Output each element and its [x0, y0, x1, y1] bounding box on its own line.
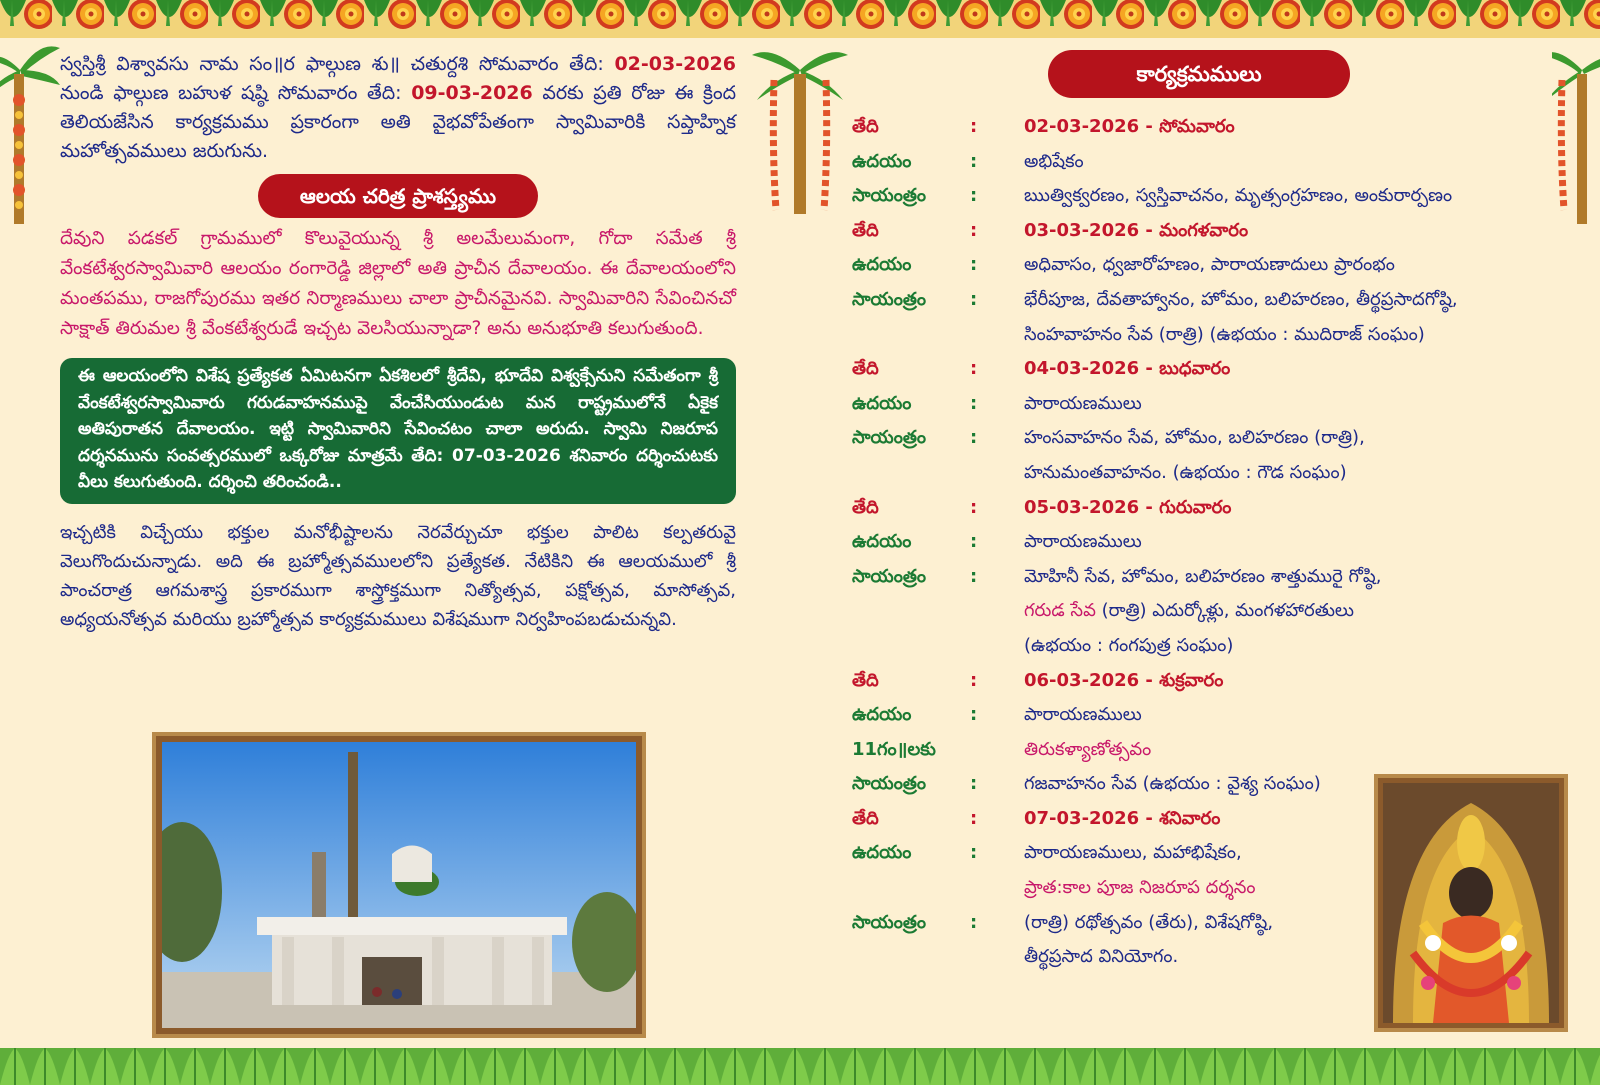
schedule-row — [852, 318, 1552, 353]
palm-garland-center-icon — [752, 40, 848, 240]
schedule-row — [852, 560, 1552, 595]
schedule-row — [852, 352, 1552, 387]
schedule-value: 05-03-2026 - గురువారం — [1024, 496, 1232, 518]
schedule-row — [852, 387, 1552, 422]
schedule-heading: కార్యక్రమములు — [1048, 50, 1350, 98]
schedule-colon: : — [970, 219, 978, 241]
schedule-row — [852, 664, 1552, 699]
schedule-highlight: గరుడ సేవ — [1024, 600, 1096, 622]
schedule-value: ప్రాత:కాల పూజ నిజరూప దర్శనం — [1024, 877, 1256, 899]
schedule-label: తేది — [852, 219, 879, 241]
marigold-garland-icon — [0, 0, 1600, 38]
schedule-row — [852, 525, 1552, 560]
schedule-row — [852, 733, 1552, 768]
schedule-label: తేది — [852, 116, 879, 137]
schedule-label: ఉదయం — [852, 531, 912, 553]
schedule-value: (రాత్రి) రథోత్సవం (తేరు), విశేషగోష్ఠి, — [1024, 911, 1274, 933]
schedule-label: ఉదయం — [852, 704, 912, 726]
top-garland-border — [0, 0, 1600, 38]
schedule-value: హంసవాహనం సేవ, హోమం, బలిహరణం (రాత్రి), — [1024, 427, 1365, 449]
schedule-colon: : — [970, 185, 978, 207]
leaf-border-icon — [0, 1048, 1600, 1085]
temple-photo-icon — [162, 742, 636, 1028]
schedule-value: పారాయణములు — [1024, 704, 1142, 726]
schedule-value: పారాయణములు — [1024, 392, 1142, 414]
schedule-colon: : — [970, 704, 978, 726]
schedule-label: ఉదయం — [852, 842, 912, 864]
schedule-value: 06-03-2026 - శుక్రవారం — [1024, 669, 1224, 691]
intro-start-date: 02-03-2026 — [614, 53, 736, 75]
temple-history-heading: ఆలయ చరిత్ర ప్రాశస్త్యము — [258, 174, 538, 218]
schedule-colon: : — [970, 427, 978, 449]
intro-paragraph — [60, 50, 736, 166]
schedule-value: 02-03-2026 - సోమవారం — [1024, 116, 1235, 137]
schedule-label: సాయంత్రం — [852, 427, 926, 449]
intro-text-1: స్వస్తిశ్రీ విశ్వావసు నామ సం॥ర ఫాల్గుణ శు॥ చతుర్దశి సోమవారం తేది: — [60, 53, 615, 75]
schedule-row — [852, 594, 1552, 629]
schedule-label: తేది — [852, 496, 879, 518]
schedule-row — [852, 456, 1552, 491]
schedule-value: ఋత్విక్వరణం, స్వస్తివాచనం, మృత్సంగ్రహణం, అంకురార్పణం — [1024, 185, 1453, 207]
schedule-row — [852, 698, 1552, 733]
schedule-colon: : — [970, 842, 978, 864]
schedule-value: 04-03-2026 - బుధవారం — [1024, 358, 1231, 380]
schedule-row — [852, 421, 1552, 456]
schedule-value: తీర్థప్రసాద వినియోగం. — [1024, 946, 1179, 968]
schedule-colon: : — [970, 669, 978, 691]
schedule-value: మోహినీ సేవ, హోమం, బలిహరణం శాత్తుమురై గోష్ఠి, — [1024, 565, 1382, 587]
schedule-row — [852, 629, 1552, 664]
schedule-row — [852, 248, 1552, 283]
schedule-label: సాయంత్రం — [852, 565, 926, 587]
devotee-belief-paragraph: ఇచ్చటికి విచ్చేయు భక్తుల మనోభీష్టాలను నెరవేర్చుచూ భక్తుల పాలిట కల్పతరువై వెలుగొందుచున్నాడు. అది ఈ బ్రహ్మోత్సవములలోని ప్రత్యేకత. నేటికిని ఈ ఆలయములో శ్రీ పాంచరాత్ర ఆగమశాస్త్ర ప్రకారముగా శాస్త్రోక్తముగా నిత్యోత్సవ, పక్షోత్సవ, మాసోత్సవ, అధ్యయనోత్సవ మరియు బ్రహ్మోత్సవ కార్యక్రమములు విశేషముగా నిర్వహింపబడుచున్నవి. — [60, 521, 736, 630]
schedule-colon: : — [970, 288, 978, 310]
schedule-row — [852, 491, 1552, 526]
schedule-value: సింహవాహనం సేవ (రాత్రి) (ఉభయం : ముదిరాజ్ సంఘం) — [1024, 323, 1425, 345]
schedule-label: తేది — [852, 669, 879, 691]
schedule-value: అభిషేకం — [1024, 150, 1084, 172]
palm-garland-right-icon — [1552, 40, 1600, 240]
schedule-value — [852, 594, 1552, 629]
schedule-row — [852, 214, 1552, 249]
schedule-colon: : — [970, 116, 978, 137]
schedule-colon: : — [970, 392, 978, 414]
schedule-label: తేది — [852, 358, 879, 380]
schedule-colon: : — [970, 358, 978, 380]
schedule-value: అధివాసం, ధ్వజారోహణం, పారాయణాదులు ప్రారంభం — [1024, 254, 1395, 276]
schedule-value: 07-03-2026 - శనివారం — [1024, 807, 1221, 829]
schedule-label: తేది — [852, 807, 879, 829]
schedule-value: 03-03-2026 - మంగళవారం — [1024, 219, 1249, 241]
temple-photo — [152, 732, 646, 1038]
deity-photo — [1374, 774, 1568, 1032]
schedule-colon: : — [970, 773, 978, 795]
schedule-label: సాయంత్రం — [852, 911, 926, 933]
schedule-label: సాయంత్రం — [852, 773, 926, 795]
intro-text-3: వరకు ప్రతి రోజు ఈ క్రింద తెలియజేసిన కార్యక్రమము ప్రకారంగా అతి వైభవోపేతంగా స్వామివారికి సప్తాహ్నిక మహోత్సవములు జరుగును. — [60, 82, 736, 162]
schedule-label: 11గం॥లకు — [852, 738, 936, 760]
special-feature-box: ఈ ఆలయంలోని విశేష ప్రత్యేకత ఏమిటనగా ఏకశిలలో శ్రీదేవి, భూదేవి విశ్వక్సేనుని సమేతంగా శ్రీ వేంకటేశ్వరస్వామివారు గరుడవాహనముపై వేంచేసియుండుట మన రాష్ట్రములోనే ఏకైక అతిపురాతన దేవాలయం. ఇట్టి స్వామివారిని సేవించటం చాలా అరుదు. స్వామి నిజరూప దర్శనమును సంవత్సరములో ఒక్కరోజు మాత్రమే తేది: 07-03-2026 శనివారం దర్శించుటకు వీలు కలుగుతుంది. దర్శించి తరించండి.. — [60, 358, 736, 504]
schedule-value-text: (రాత్రి) ఎదుర్కోళ్లు, మంగళహారతులు — [1095, 600, 1354, 622]
schedule-colon: : — [970, 254, 978, 276]
schedule-row — [852, 179, 1552, 214]
schedule-colon: : — [970, 565, 978, 587]
schedule-colon: : — [970, 531, 978, 553]
schedule-value: హనుమంతవాహనం. (ఉభయం : గౌడ సంఘం) — [1024, 461, 1347, 483]
deity-photo-icon — [1383, 783, 1559, 1023]
temple-history-paragraph: దేవుని పడకల్ గ్రామములో కొలువైయున్న శ్రీ అలమేలుమంగా, గోదా సమేత శ్రీ వేంకటేశ్వరస్వామివారి ఆలయం రంగారెడ్డి జిల్లాలో అతి ప్రాచీన దేవాలయం. ఈ దేవాలయంలోని మంతపము, రాజగోపురము ఇతర నిర్మాణములు చాలా ప్రాచీనమైనవి. స్వామివారిని సేవించినచో సాక్షాత్ తిరుమల శ్రీ వేంకటేశ్వరుడే ఇచ్చట వెలసియున్నాడా? అను అనుభూతి కలుగుతుంది. — [60, 228, 736, 339]
schedule-value: భేరీపూజ, దేవతాహ్వానం, హోమం, బలిహరణం, తీర్థప్రసాదగోష్ఠి, — [1024, 288, 1458, 310]
schedule-label: ఉదయం — [852, 150, 912, 172]
schedule-value: పారాయణములు — [1024, 531, 1142, 553]
schedule-label: ఉదయం — [852, 392, 912, 414]
schedule-colon: : — [970, 150, 978, 172]
intro-end-date: 09-03-2026 — [411, 82, 533, 104]
schedule-row — [852, 110, 1552, 145]
schedule-label: సాయంత్రం — [852, 288, 926, 310]
schedule-row — [852, 283, 1552, 318]
schedule-colon: : — [970, 911, 978, 933]
schedule-value: (ఉభయం : గంగపుత్ర సంఘం) — [1024, 634, 1234, 656]
schedule-value: గజవాహనం సేవ (ఉభయం : వైశ్య సంఘం) — [1024, 773, 1321, 795]
left-column — [60, 50, 736, 634]
schedule-label: ఉదయం — [852, 254, 912, 276]
schedule-colon: : — [970, 496, 978, 518]
schedule-label: సాయంత్రం — [852, 185, 926, 207]
intro-text-2: నుండి ఫాల్గుణ బహుళ షష్ఠి సోమవారం తేది: — [60, 82, 412, 104]
bottom-leaf-border — [0, 1048, 1600, 1085]
schedule-colon: : — [970, 807, 978, 829]
schedule-row — [852, 145, 1552, 180]
schedule-value: తిరుకళ్యాణోత్సవం — [1024, 738, 1152, 760]
schedule-value: పారాయణములు, మహాభిషేకం, — [1024, 842, 1242, 864]
